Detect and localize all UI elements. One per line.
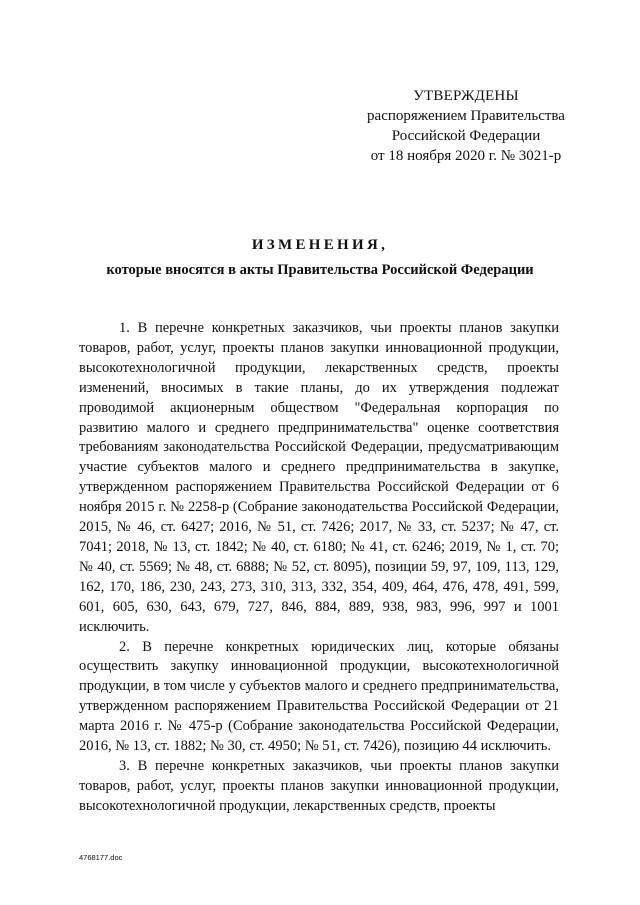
approval-heading: УТВЕРЖДЕНЫ [413, 88, 519, 104]
paragraph-3: 3. В перечне конкретных заказчиков, чьи проекты планов закупки товаров, работ, услуг, проекты планов закупки инновационной продукции, высокотехнологичной продукции, лекарственных средств, проекты [79, 757, 559, 814]
file-name-footer: 4768177.doc [79, 853, 123, 862]
approval-block [350, 86, 582, 166]
paragraph-2: 2. В перечне конкретных юридических лиц, которые обязаны осуществить закупку инновационной продукции, высокотехнологичной продукции, в том числе у субъектов малого и среднего предпринимательства, утвержденном распоряжением Правительства Российской Федерации от 21 марта 2016 г. № 475-р (Собрание законодательства Российской Федерации, 2016, № 13, ст. 1882; № 30, ст. 4950; № 51, ст. 7426), позицию 44 исключить. [79, 638, 559, 755]
document-body [79, 319, 559, 817]
document-title: ИЗМЕНЕНИЯ, [251, 237, 389, 253]
approval-issuer: распоряжением Правительства [367, 108, 565, 124]
document-subtitle: которые вносятся в акты Правительства Российской Федерации [106, 262, 534, 278]
approval-date-number: от 18 ноября 2020 г. № 3021-р [370, 148, 562, 164]
approval-state: Российской Федерации [391, 128, 541, 144]
paragraph-1: 1. В перечне конкретных заказчиков, чьи проекты планов закупки товаров, работ, услуг, проекты планов закупки инновационной продукции, высокотехнологичной продукции, лекарственных средств, проекты изменений, вносимых в такие планы, до их утверждения подлежат проводимой акционерным обществом "Федеральная корпорация по развитию малого и среднего предпринимательства" оценке соответствия требованиям законодательства Российской Федерации, предусматривающим участие субъектов малого и среднего предпринимательства в закупке, утвержденном распоряжением Правительства Российской Федерации от 6 ноября 2015 г. № 2258-р (Собрание законодательства Российской Федерации, 2015, № 46, ст. 6427; 2016, № 51, ст. 7426; 2017, № 33, ст. 5237; № 47, ст. 7041; 2018, № 13, ст. 1842; № 40, ст. 6180; № 41, ст. 6246; 2019, № 1, ст. 70; № 40, ст. 5569; № 48, ст. 6888; № 52, ст. 8095), позиции 59, 97, 109, 113, 129, 162, 170, 186, 230, 243, 273, 310, 313, 332, 354, 409, 464, 476, 478, 491, 599, 601, 605, 630, 643, 679, 727, 846, 884, 889, 938, 983, 996, 997 и 1001 исключить. [79, 320, 559, 635]
